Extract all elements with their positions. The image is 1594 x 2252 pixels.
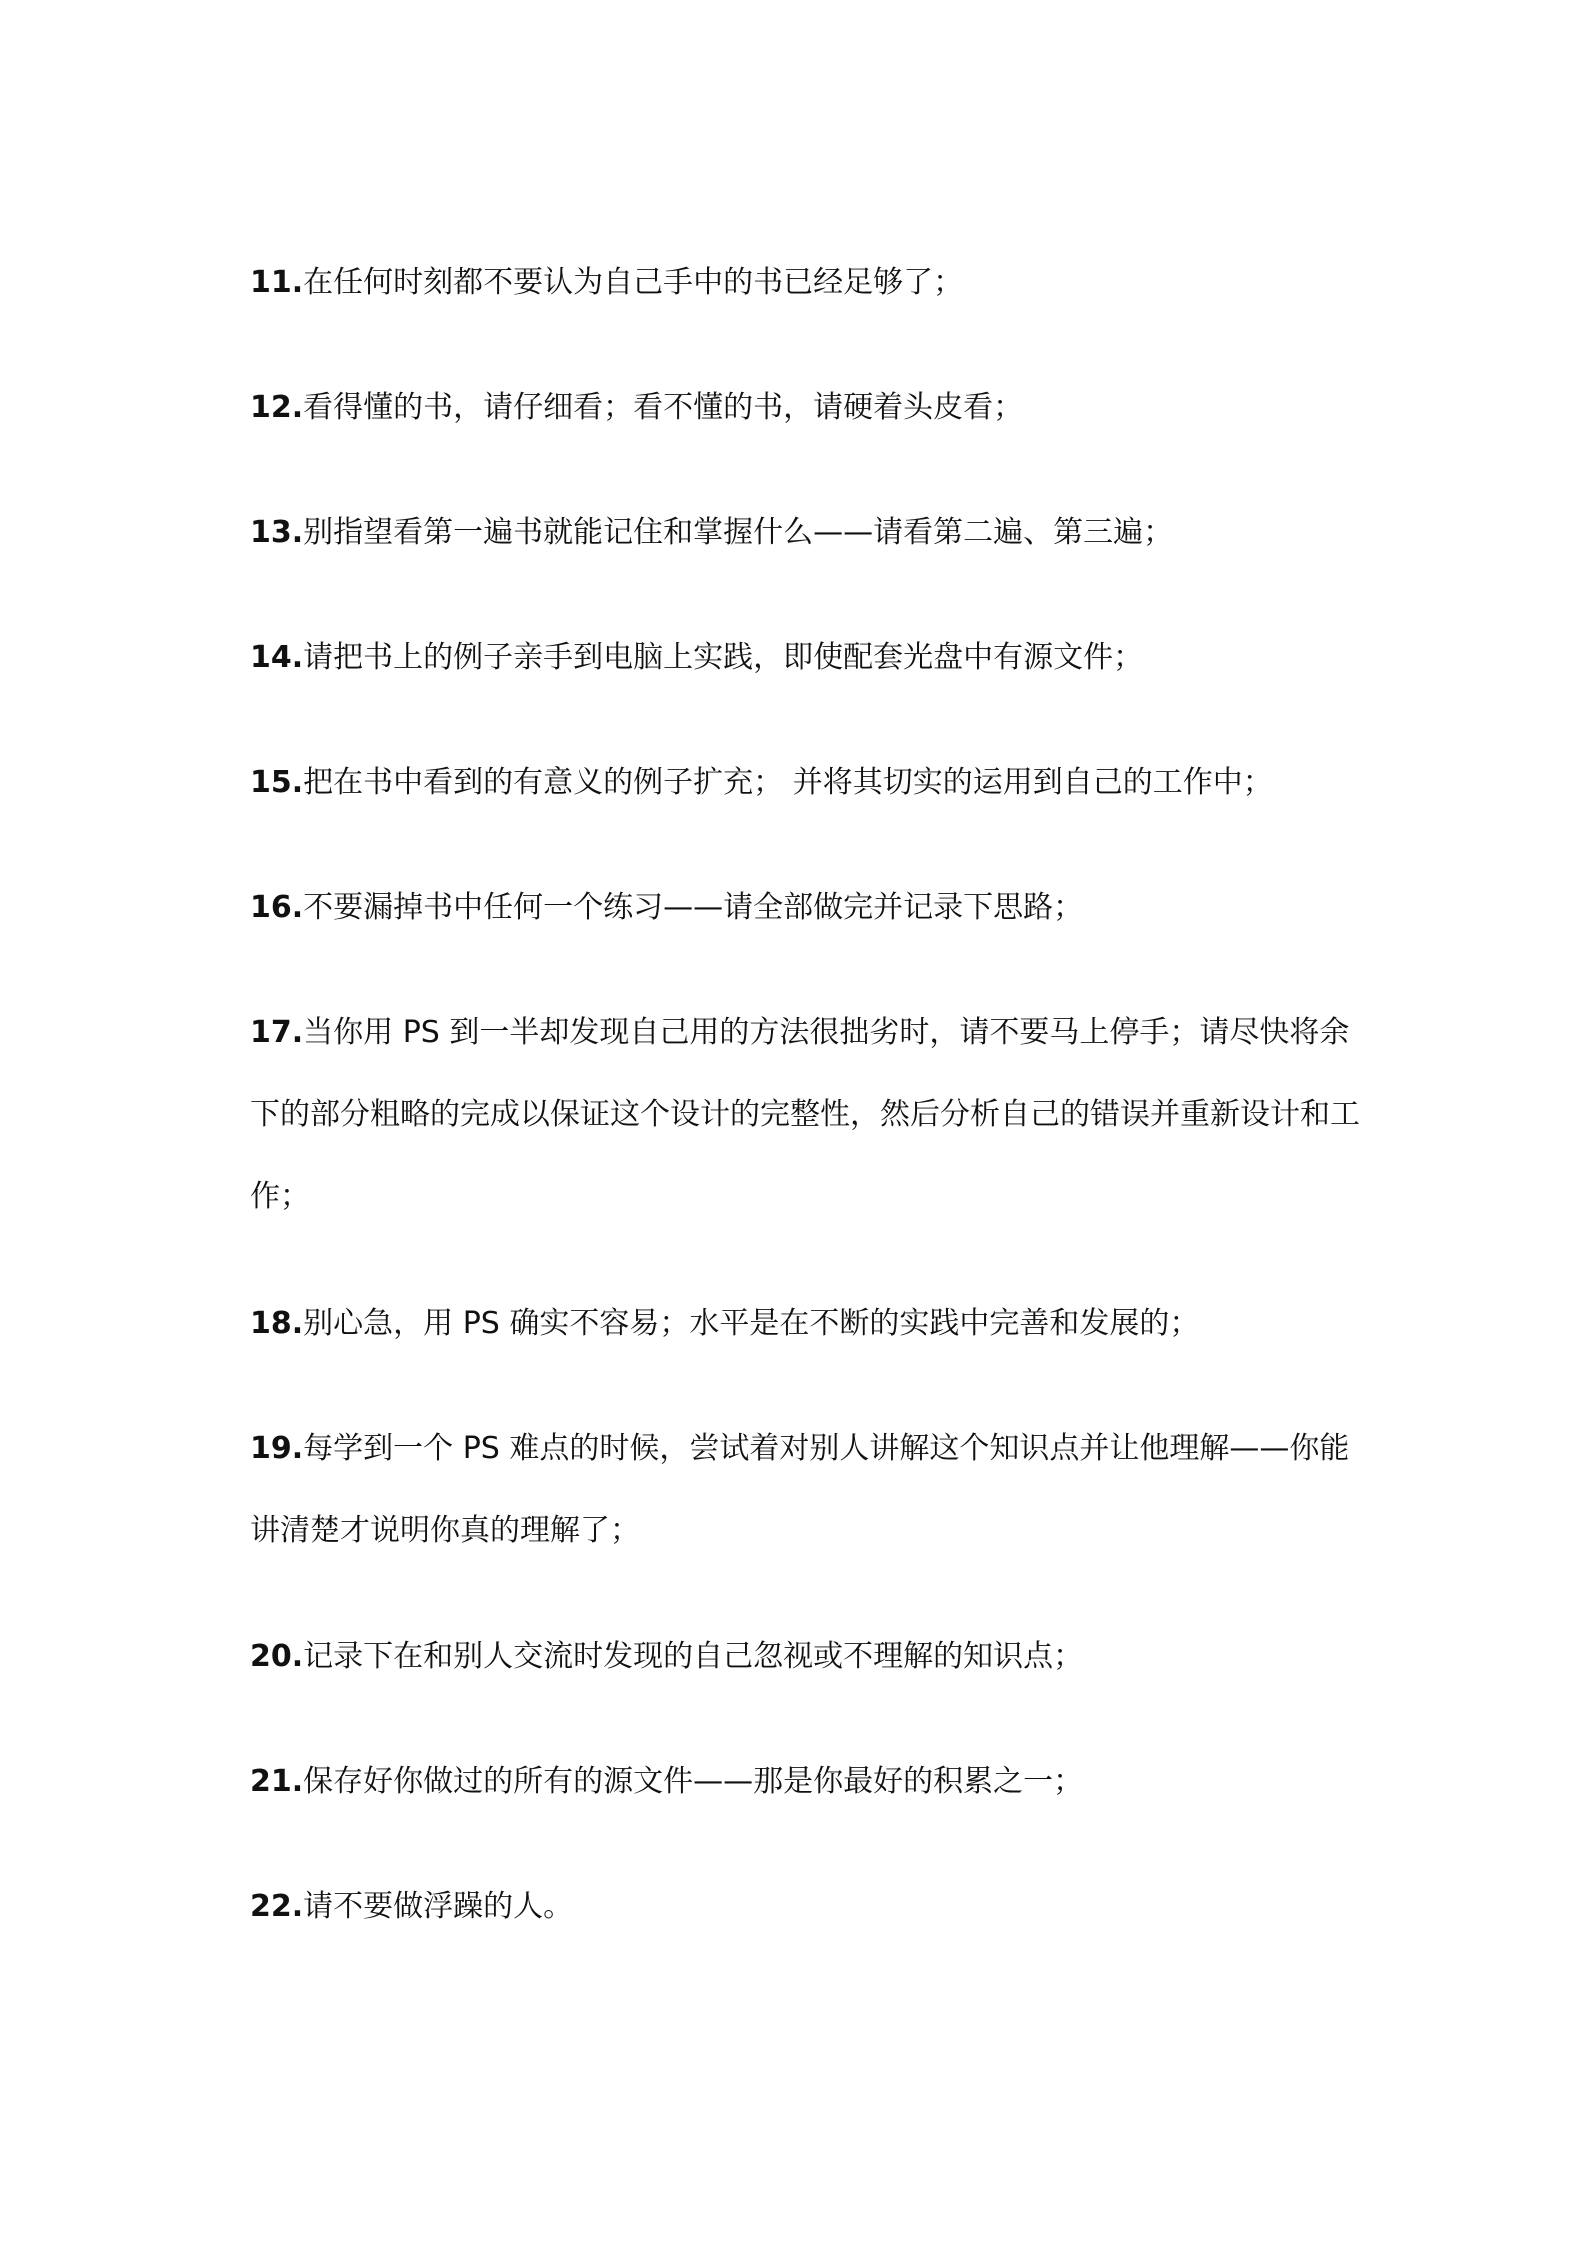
item-text: 请不要做浮躁的人。 xyxy=(303,1889,574,1924)
item-text: 看得懂的书，请仔细看；看不懂的书，请硬着头皮看； xyxy=(303,390,1024,425)
item-text: 请把书上的例子亲手到电脑上实践，即使配套光盘中有源文件； xyxy=(303,640,1144,675)
item-text: 保存好你做过的所有的源文件——那是你最好的积累之一； xyxy=(303,1764,1084,1799)
item-text: 别心急，用 PS 确实不容易；水平是在不断的实践中完善和发展的； xyxy=(303,1306,1200,1341)
list-item xyxy=(250,492,1370,574)
list-item xyxy=(250,1408,1370,1572)
list-item xyxy=(250,1866,1370,1948)
list-item xyxy=(250,867,1370,949)
list-item xyxy=(250,367,1370,449)
list-item xyxy=(250,617,1370,699)
item-number: 11. xyxy=(250,265,304,300)
item-number: 15. xyxy=(250,765,304,800)
item-number: 17. xyxy=(250,1015,304,1050)
list-item xyxy=(250,742,1370,824)
item-text: 记录下在和别人交流时发现的自己忽视或不理解的知识点； xyxy=(303,1639,1084,1674)
item-number: 22. xyxy=(250,1889,304,1924)
item-text: 每学到一个 PS 难点的时候，尝试着对别人讲解这个知识点并让他理解——你能讲清楚才说明你真的理解了； xyxy=(250,1431,1350,1548)
item-text: 不要漏掉书中任何一个练习——请全部做完并记录下思路； xyxy=(303,890,1084,925)
item-number: 18. xyxy=(250,1306,304,1341)
item-number: 20. xyxy=(250,1639,304,1674)
item-number: 16. xyxy=(250,890,304,925)
item-number: 14. xyxy=(250,640,304,675)
item-number: 13. xyxy=(250,515,304,550)
item-number: 21. xyxy=(250,1764,304,1799)
list-item xyxy=(250,242,1370,324)
item-text: 别指望看第一遍书就能记住和掌握什么——请看第二遍、第三遍； xyxy=(303,515,1174,550)
item-text: 在任何时刻都不要认为自己手中的书已经足够了； xyxy=(303,265,964,300)
item-text: 当你用 PS 到一半却发现自己用的方法很拙劣时，请不要马上停手；请尽快将余下的部分粗略的完成以保证这个设计的完整性，然后分析自己的错误并重新设计和工作； xyxy=(250,1015,1360,1214)
list-item xyxy=(250,1741,1370,1823)
list-item xyxy=(250,1283,1370,1365)
list-item xyxy=(250,992,1370,1238)
list-item xyxy=(250,1616,1370,1698)
item-number: 19. xyxy=(250,1431,304,1466)
item-number: 12. xyxy=(250,390,304,425)
item-text: 把在书中看到的有意义的例子扩充； 并将其切实的运用到自己的工作中； xyxy=(303,765,1273,800)
